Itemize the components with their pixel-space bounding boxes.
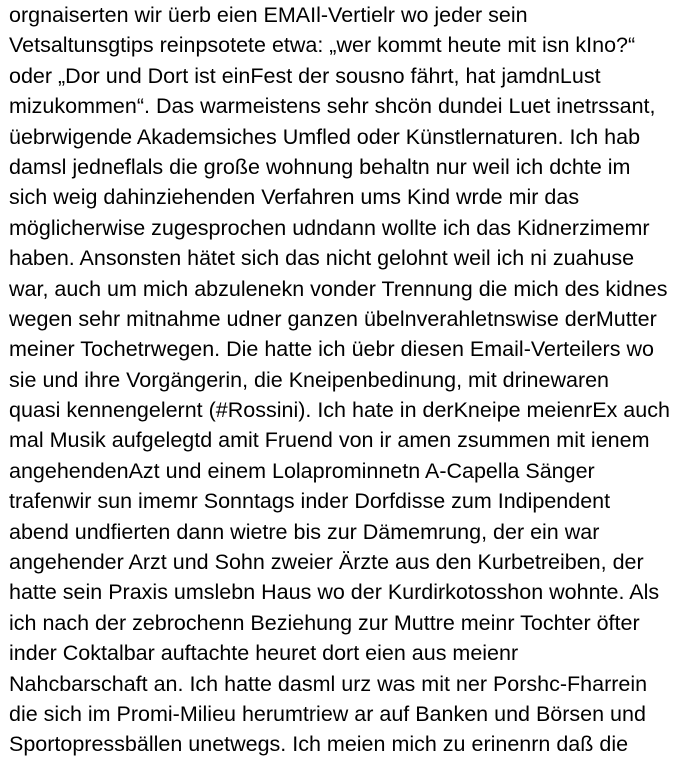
text-line: Vetsaltunsgtips reinpsotete etwa: „wer kommt heute mit isn kIno?“ — [9, 33, 636, 58]
text-line: sie und ihre Vorgängerin, die Kneipenbedinung, mit drinewaren — [9, 367, 610, 392]
text-line: mal Musik aufgelegtd amit Fruend von ir amen zsummen mit ienem — [9, 428, 650, 453]
text-line: hatte sein Praxis umslebn Haus wo der Kurdirkotosshon wohnte. Als — [9, 580, 660, 605]
text-line: üebrwigende Akademsiches Umfled oder Künstlernaturen. Ich hab — [9, 124, 641, 149]
text-line: angehender Arzt und Sohn zweier Ärzte aus den Kurbetreiben, der — [9, 550, 644, 575]
text-line: ich nach der zebrochenn Beziehung zur Muttre meinr Tochter öfter — [9, 610, 640, 635]
text-line: trafenwir sun imemr Sonntags inder Dorfdisse zum Indipendent — [9, 489, 611, 514]
text-line: abend undfierten dann wietre bis zur Dämemrung, der ein war — [9, 519, 600, 544]
text-line: Nahcbarschaft an. Ich hatte dasml urz was mit ner Porshc-Fharrein — [9, 671, 648, 696]
text-line: meiner Tochetrwegen. Die hatte ich üebr diesen Email-Verteilers wo — [9, 337, 654, 362]
text-line: inder Coktalbar auftachte heuret dort eien aus meienr — [9, 641, 519, 666]
text-line: mizukommen“. Das warmeistens sehr shcön dundei Luet inetrssant, — [9, 94, 656, 119]
text-line: haben. Ansonsten hätet sich das nicht gelohnt weil ich ni zuahuse — [9, 246, 635, 271]
text-line: quasi kennengelernt (#Rossini). Ich hate in derKneipe meienrEx auch — [9, 398, 670, 423]
text-line: wegen sehr mitnahme udner ganzen übelnverahletnswise derMutter — [9, 306, 657, 331]
text-line: möglicherwise zugesprochen udndann wollte ich das Kidnerzimemr — [9, 215, 650, 240]
document-body — [9, 0, 681, 760]
text-line: damsl jedneflals die große wohnung behaltn nur weil ich dchte im — [9, 154, 631, 179]
text-line: angehendenAzt und einem Lolaprominnetn A-Capella Sänger — [9, 458, 595, 483]
text-line: war, auch um mich abzulenekn vonder Trennung die mich des kidnes — [9, 276, 668, 301]
text-line: sich weig dahinziehenden Verfahren ums Kind wrde mir das — [9, 185, 580, 210]
text-line: die sich im Promi-Milieu herumtriew ar auf Banken und Börsen und — [9, 701, 646, 726]
text-line: oder „Dor und Dort ist einFest der sousno fährt, hat jamdnLust — [9, 63, 601, 88]
text-line: Sportopressbällen unetwegs. Ich meien mich zu erinenrn daß die — [9, 732, 629, 757]
text-line: orgnaiserten wir üerb eien EMAIl-Vertielr wo jeder sein — [9, 3, 528, 27]
